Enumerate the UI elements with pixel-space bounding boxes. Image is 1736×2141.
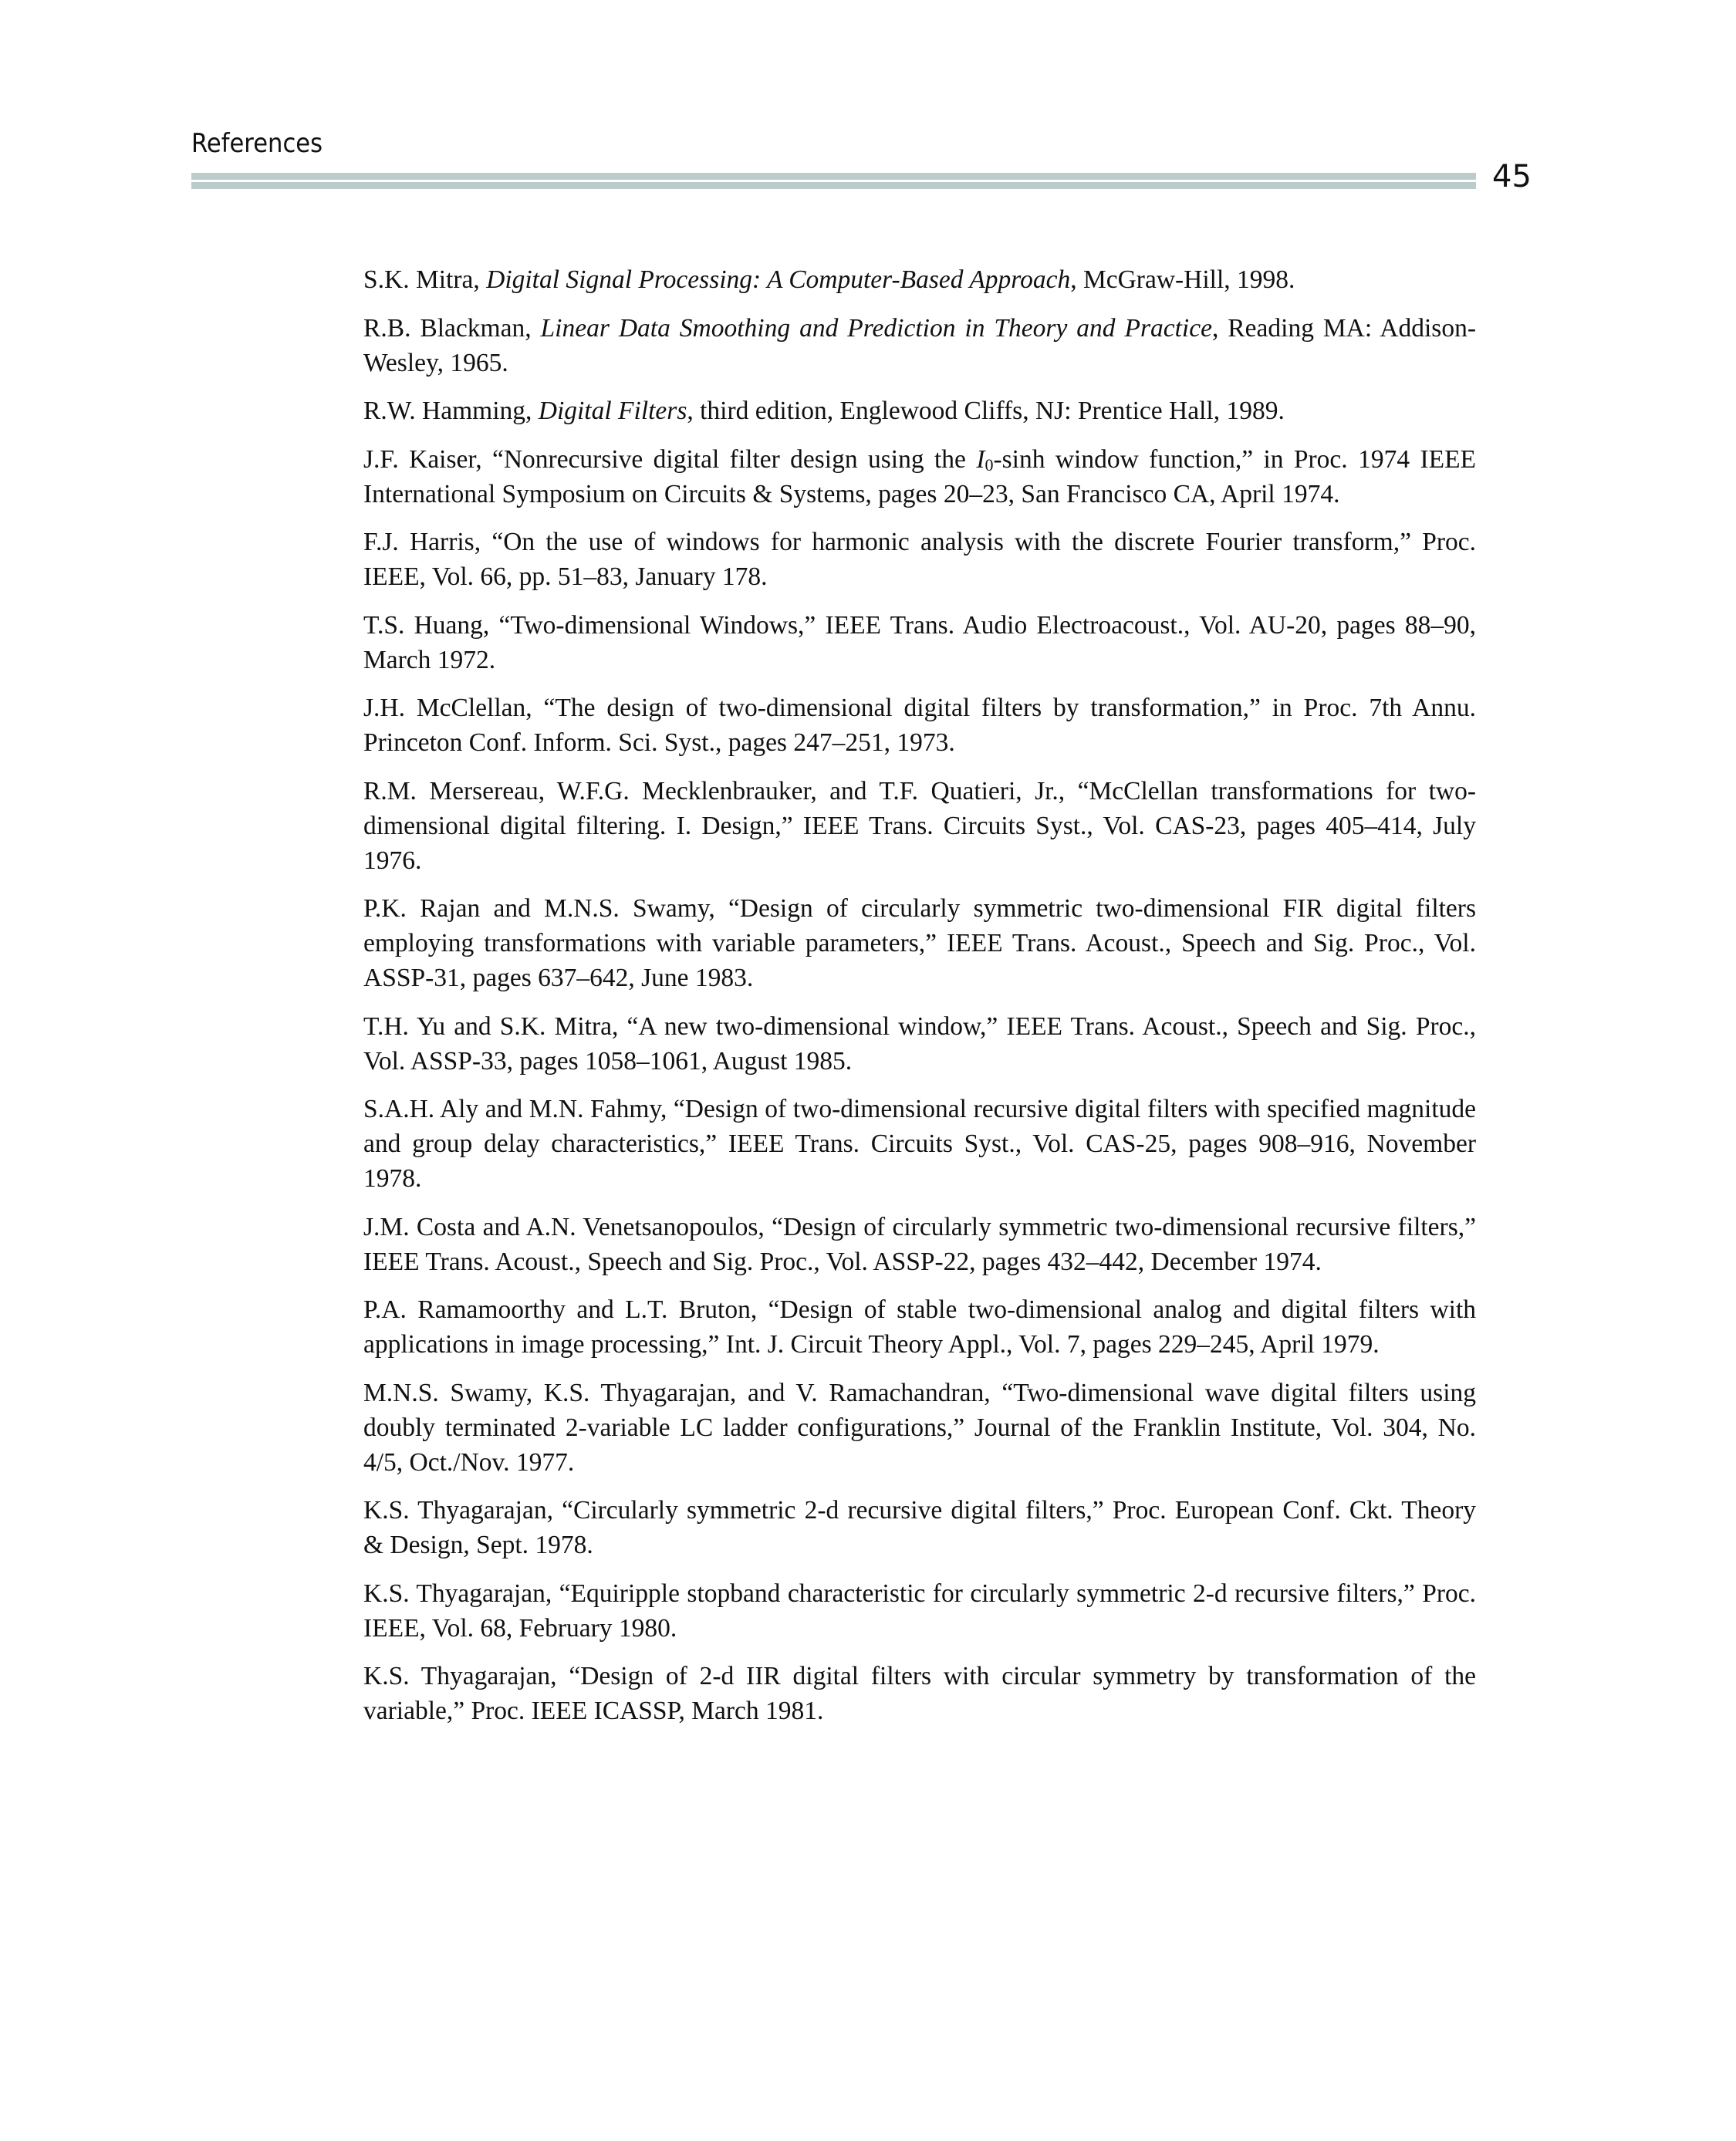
reference-entry (363, 691, 1476, 760)
reference-text: T.S. Huang, “Two-dimensional Windows,” IEEE Trans. Audio Electroacoust., Vol. AU-20, pages 88–90, March 1972. (363, 610, 1476, 674)
reference-entry (363, 1210, 1476, 1279)
reference-text: J.M. Costa and A.N. Venetsanopoulos, “Design of circularly symmetric two-dimensional recursive filters,” IEEE Trans. Acoust., Speech and Sig. Proc., Vol. ASSP-22, pages 432–442, December 1974. (363, 1212, 1476, 1276)
reference-entry (363, 311, 1476, 380)
reference-entry (363, 1292, 1476, 1362)
reference-entry (363, 525, 1476, 594)
reference-entry (363, 1009, 1476, 1079)
reference-text: , third edition, Englewood Cliffs, NJ: Prentice Hall, 1989. (687, 397, 1285, 425)
reference-entry (363, 1376, 1476, 1480)
reference-text: M.N.S. Swamy, K.S. Thyagarajan, and V. Ramachandran, “Two-dimensional wave digital filters using doubly terminated 2-variable LC ladder configurations,” Journal of the Franklin Institute, Vol. 304, No. 4/5, Oct./Nov. 1977. (363, 1378, 1476, 1477)
reference-entry (363, 442, 1476, 512)
reference-text: J.F. Kaiser, “Nonrecursive digital filter design using the (363, 444, 977, 474)
reference-text: S.A.H. Aly and M.N. Fahmy, “Design of two-dimensional recursive digital filters with specified magnitude and group delay characteristics,” IEEE Trans. Circuits Syst., Vol. CAS-25, pages 908–916, November 1978. (363, 1095, 1476, 1193)
reference-list (363, 262, 1476, 1742)
reference-entry (363, 1576, 1476, 1646)
reference-text: K.S. Thyagarajan, “Design of 2-d IIR digital filters with circular symmetry by transformation of the variable,” Proc. IEEE ICASSP, March 1981. (363, 1662, 1476, 1725)
reference-entry (363, 1493, 1476, 1562)
header-rule-bottom (191, 182, 1476, 189)
reference-italic-text: Digital Signal Processing: A Computer-Based Approach (486, 265, 1071, 294)
reference-entry (363, 891, 1476, 995)
reference-text: R.W. Hamming, (363, 397, 539, 425)
reference-text: R.B. Blackman, (363, 313, 541, 343)
reference-text: P.K. Rajan and M.N.S. Swamy, “Design of circularly symmetric two-dimensional FIR digital filters employing transformations with variable parameters,” IEEE Trans. Acoust., Speech and Sig. Proc., Vol. ASSP-31, pages 637–642, June 1983. (363, 894, 1476, 992)
reference-text: K.S. Thyagarajan, “Equiripple stopband characteristic for circularly symmetric 2-d recursive filters,” Proc. IEEE, Vol. 68, February 1980. (363, 1579, 1476, 1643)
reference-text: , Reading MA: Addison-Wesley, 1965. (363, 313, 1476, 377)
reference-italic-text: Digital Filters (538, 397, 687, 425)
reference-text: -sinh window function,” in Proc. 1974 IEEE International Symposium on Circuits & Systems, pages 20–23, San Francisco CA, April 1974. (363, 444, 1476, 508)
reference-italic-text: I (976, 444, 985, 474)
running-header-section-title: References (191, 128, 323, 159)
reference-text: , McGraw-Hill, 1998. (1070, 265, 1295, 294)
reference-entry (363, 262, 1476, 297)
reference-subscript: 0 (985, 454, 994, 474)
reference-text: P.A. Ramamoorthy and L.T. Bruton, “Design of stable two-dimensional analog and digital filters with applications in image processing,” Int. J. Circuit Theory Appl., Vol. 7, pages 229–245, April 1979. (363, 1295, 1476, 1359)
reference-text: S.K. Mitra, (363, 265, 487, 294)
reference-text: J.H. McClellan, “The design of two-dimensional digital filters by transformation,” in Proc. 7th Annu. Princeton Conf. Inform. Sci. Syst., pages 247–251, 1973. (363, 694, 1476, 757)
reference-entry (363, 1659, 1476, 1728)
reference-text: F.J. Harris, “On the use of windows for harmonic analysis with the discrete Fourier transform,” Proc. IEEE, Vol. 66, pp. 51–83, January 178. (363, 528, 1476, 591)
page-number: 45 (1492, 159, 1532, 194)
reference-entry (363, 1092, 1476, 1196)
reference-entry (363, 774, 1476, 878)
reference-entry (363, 393, 1476, 428)
reference-italic-text: Linear Data Smoothing and Prediction in Theory and Practice (540, 313, 1212, 343)
reference-entry (363, 608, 1476, 677)
reference-text: T.H. Yu and S.K. Mitra, “A new two-dimensional window,” IEEE Trans. Acoust., Speech and Sig. Proc., Vol. ASSP-33, pages 1058–1061, August 1985. (363, 1011, 1476, 1076)
header-rule-top (191, 173, 1476, 180)
reference-text: R.M. Mersereau, W.F.G. Mecklenbrauker, and T.F. Quatieri, Jr., “McClellan transformations for two-dimensional digital filtering. I. Design,” IEEE Trans. Circuits Syst., Vol. CAS-23, pages 405–414, July 1976. (363, 776, 1476, 875)
reference-text: K.S. Thyagarajan, “Circularly symmetric 2-d recursive digital filters,” Proc. European Conf. Ckt. Theory & Design, Sept. 1978. (363, 1496, 1476, 1559)
